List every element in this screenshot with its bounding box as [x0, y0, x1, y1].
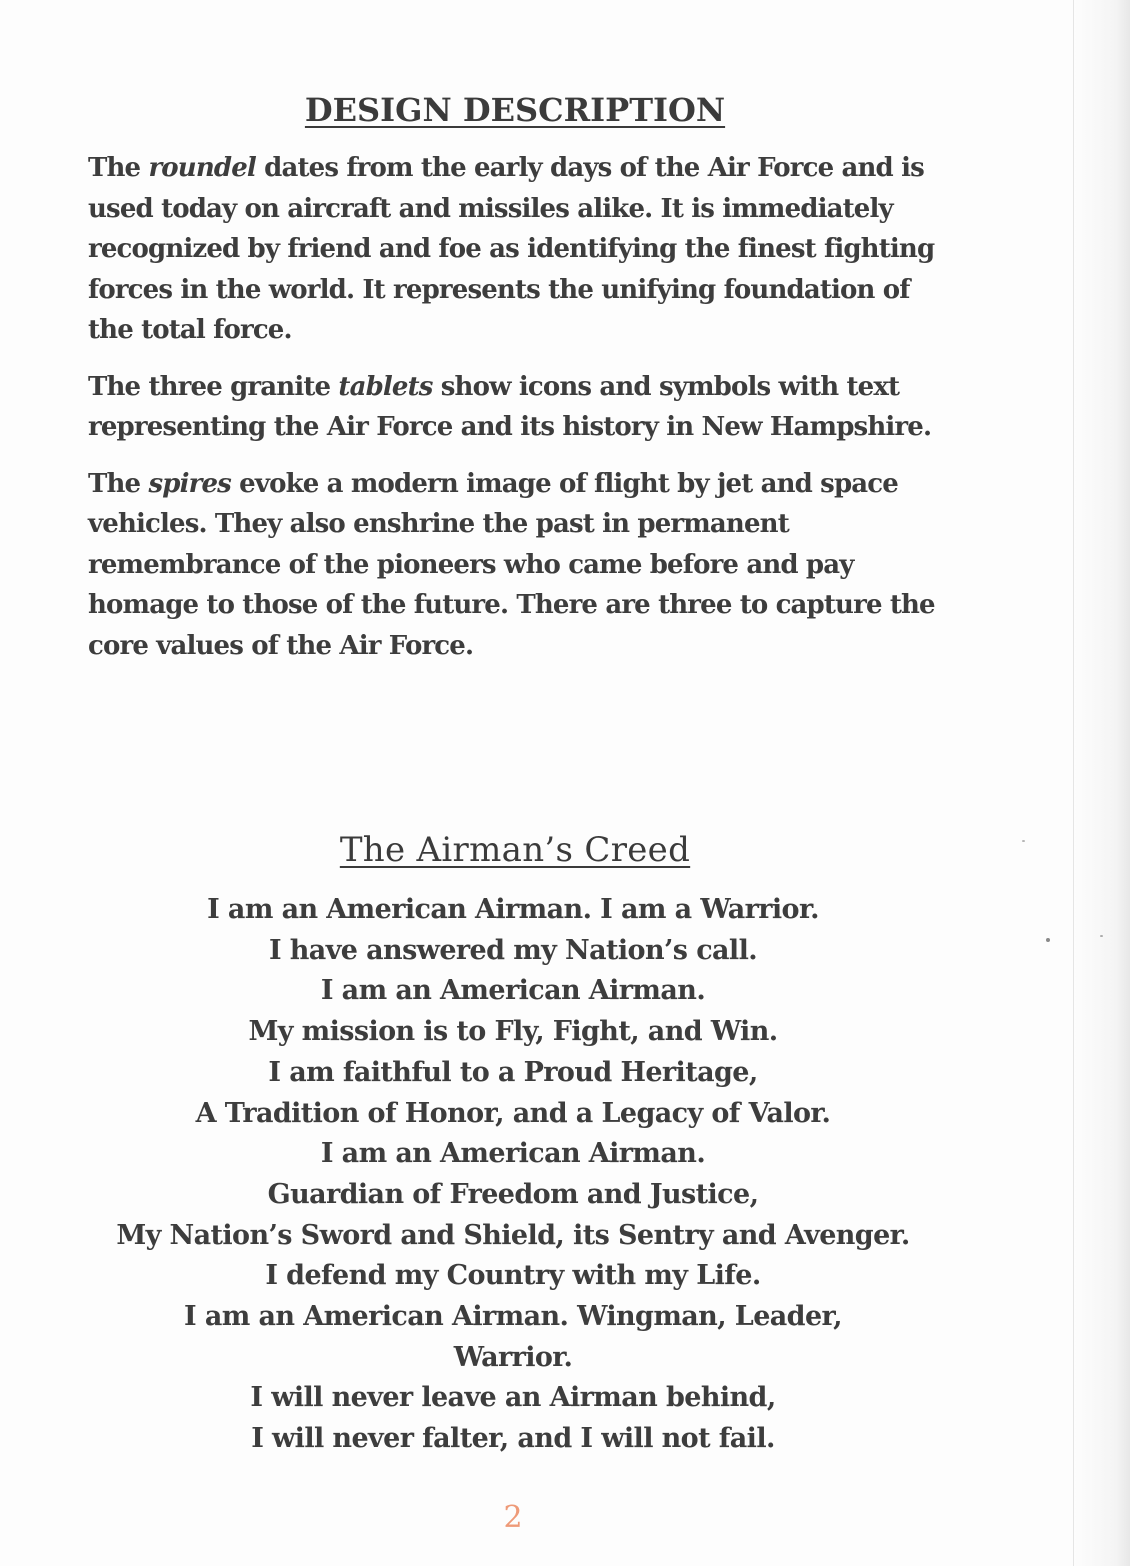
paragraph-spires: [88, 464, 958, 667]
airmans-creed-text: [0, 890, 1026, 1460]
scan-speck: [1046, 938, 1050, 942]
paragraph-text: evoke a modern image of flight by jet and space vehicles. They also enshrine the past in permanent remembrance of the pioneers who came before and pay homage to those of the future. There are three to capture the core values of the Air Force.: [88, 468, 935, 661]
emphasis-term: roundel: [148, 153, 256, 183]
creed-line: Warrior.: [453, 1341, 573, 1373]
creed-line: I defend my Country with my Life.: [265, 1260, 761, 1292]
paragraph-roundel: [88, 148, 958, 351]
creed-line: I have answered my Nation’s call.: [268, 934, 758, 966]
scan-speck: [1100, 935, 1103, 937]
creed-line: A Tradition of Honor, and a Legacy of Valor.: [195, 1097, 831, 1129]
airmans-creed-heading: The Airman’s Creed: [339, 830, 691, 871]
creed-line: I will never leave an Airman behind,: [250, 1382, 776, 1414]
creed-line: My mission is to Fly, Fight, and Win.: [248, 1016, 778, 1048]
creed-line: My Nation’s Sword and Shield, its Sentry and Avenger.: [116, 1219, 910, 1251]
creed-line: I am an American Airman. I am a Warrior.: [207, 894, 819, 925]
paragraph-text: dates from the early days of the Air Force and is used today on aircraft and missiles alike. It is immediately recognized by friend and foe as identifying the finest fighting forces in the world. It represents the unifying foundation of the total force.: [88, 153, 935, 345]
paragraph-text: The: [88, 153, 149, 183]
creed-line: I am an American Airman.: [320, 975, 706, 1007]
scan-edge-line: [1073, 0, 1074, 1566]
design-description-body: [88, 148, 958, 682]
paragraph-text: show icons and symbols with text representing the Air Force and its history in New Hampshire.: [88, 371, 932, 442]
page-number: 2: [503, 1500, 523, 1535]
emphasis-term: tablets: [338, 371, 433, 402]
creed-line: I am an American Airman. Wingman, Leader,: [184, 1301, 842, 1333]
creed-line: Guardian of Freedom and Justice,: [267, 1178, 759, 1210]
paragraph-text: The: [88, 468, 149, 499]
design-description-heading: DESIGN DESCRIPTION: [304, 91, 726, 130]
creed-line: I will never falter, and I will not fail.: [251, 1423, 775, 1455]
paragraph-text: The three granite: [88, 371, 339, 402]
emphasis-term: spires: [148, 468, 231, 499]
scan-edge-shadow: [1074, 0, 1130, 1566]
creed-line: I am an American Airman.: [320, 1138, 706, 1170]
paragraph-tablets: [88, 367, 958, 448]
creed-line: I am faithful to a Proud Heritage,: [268, 1056, 758, 1088]
